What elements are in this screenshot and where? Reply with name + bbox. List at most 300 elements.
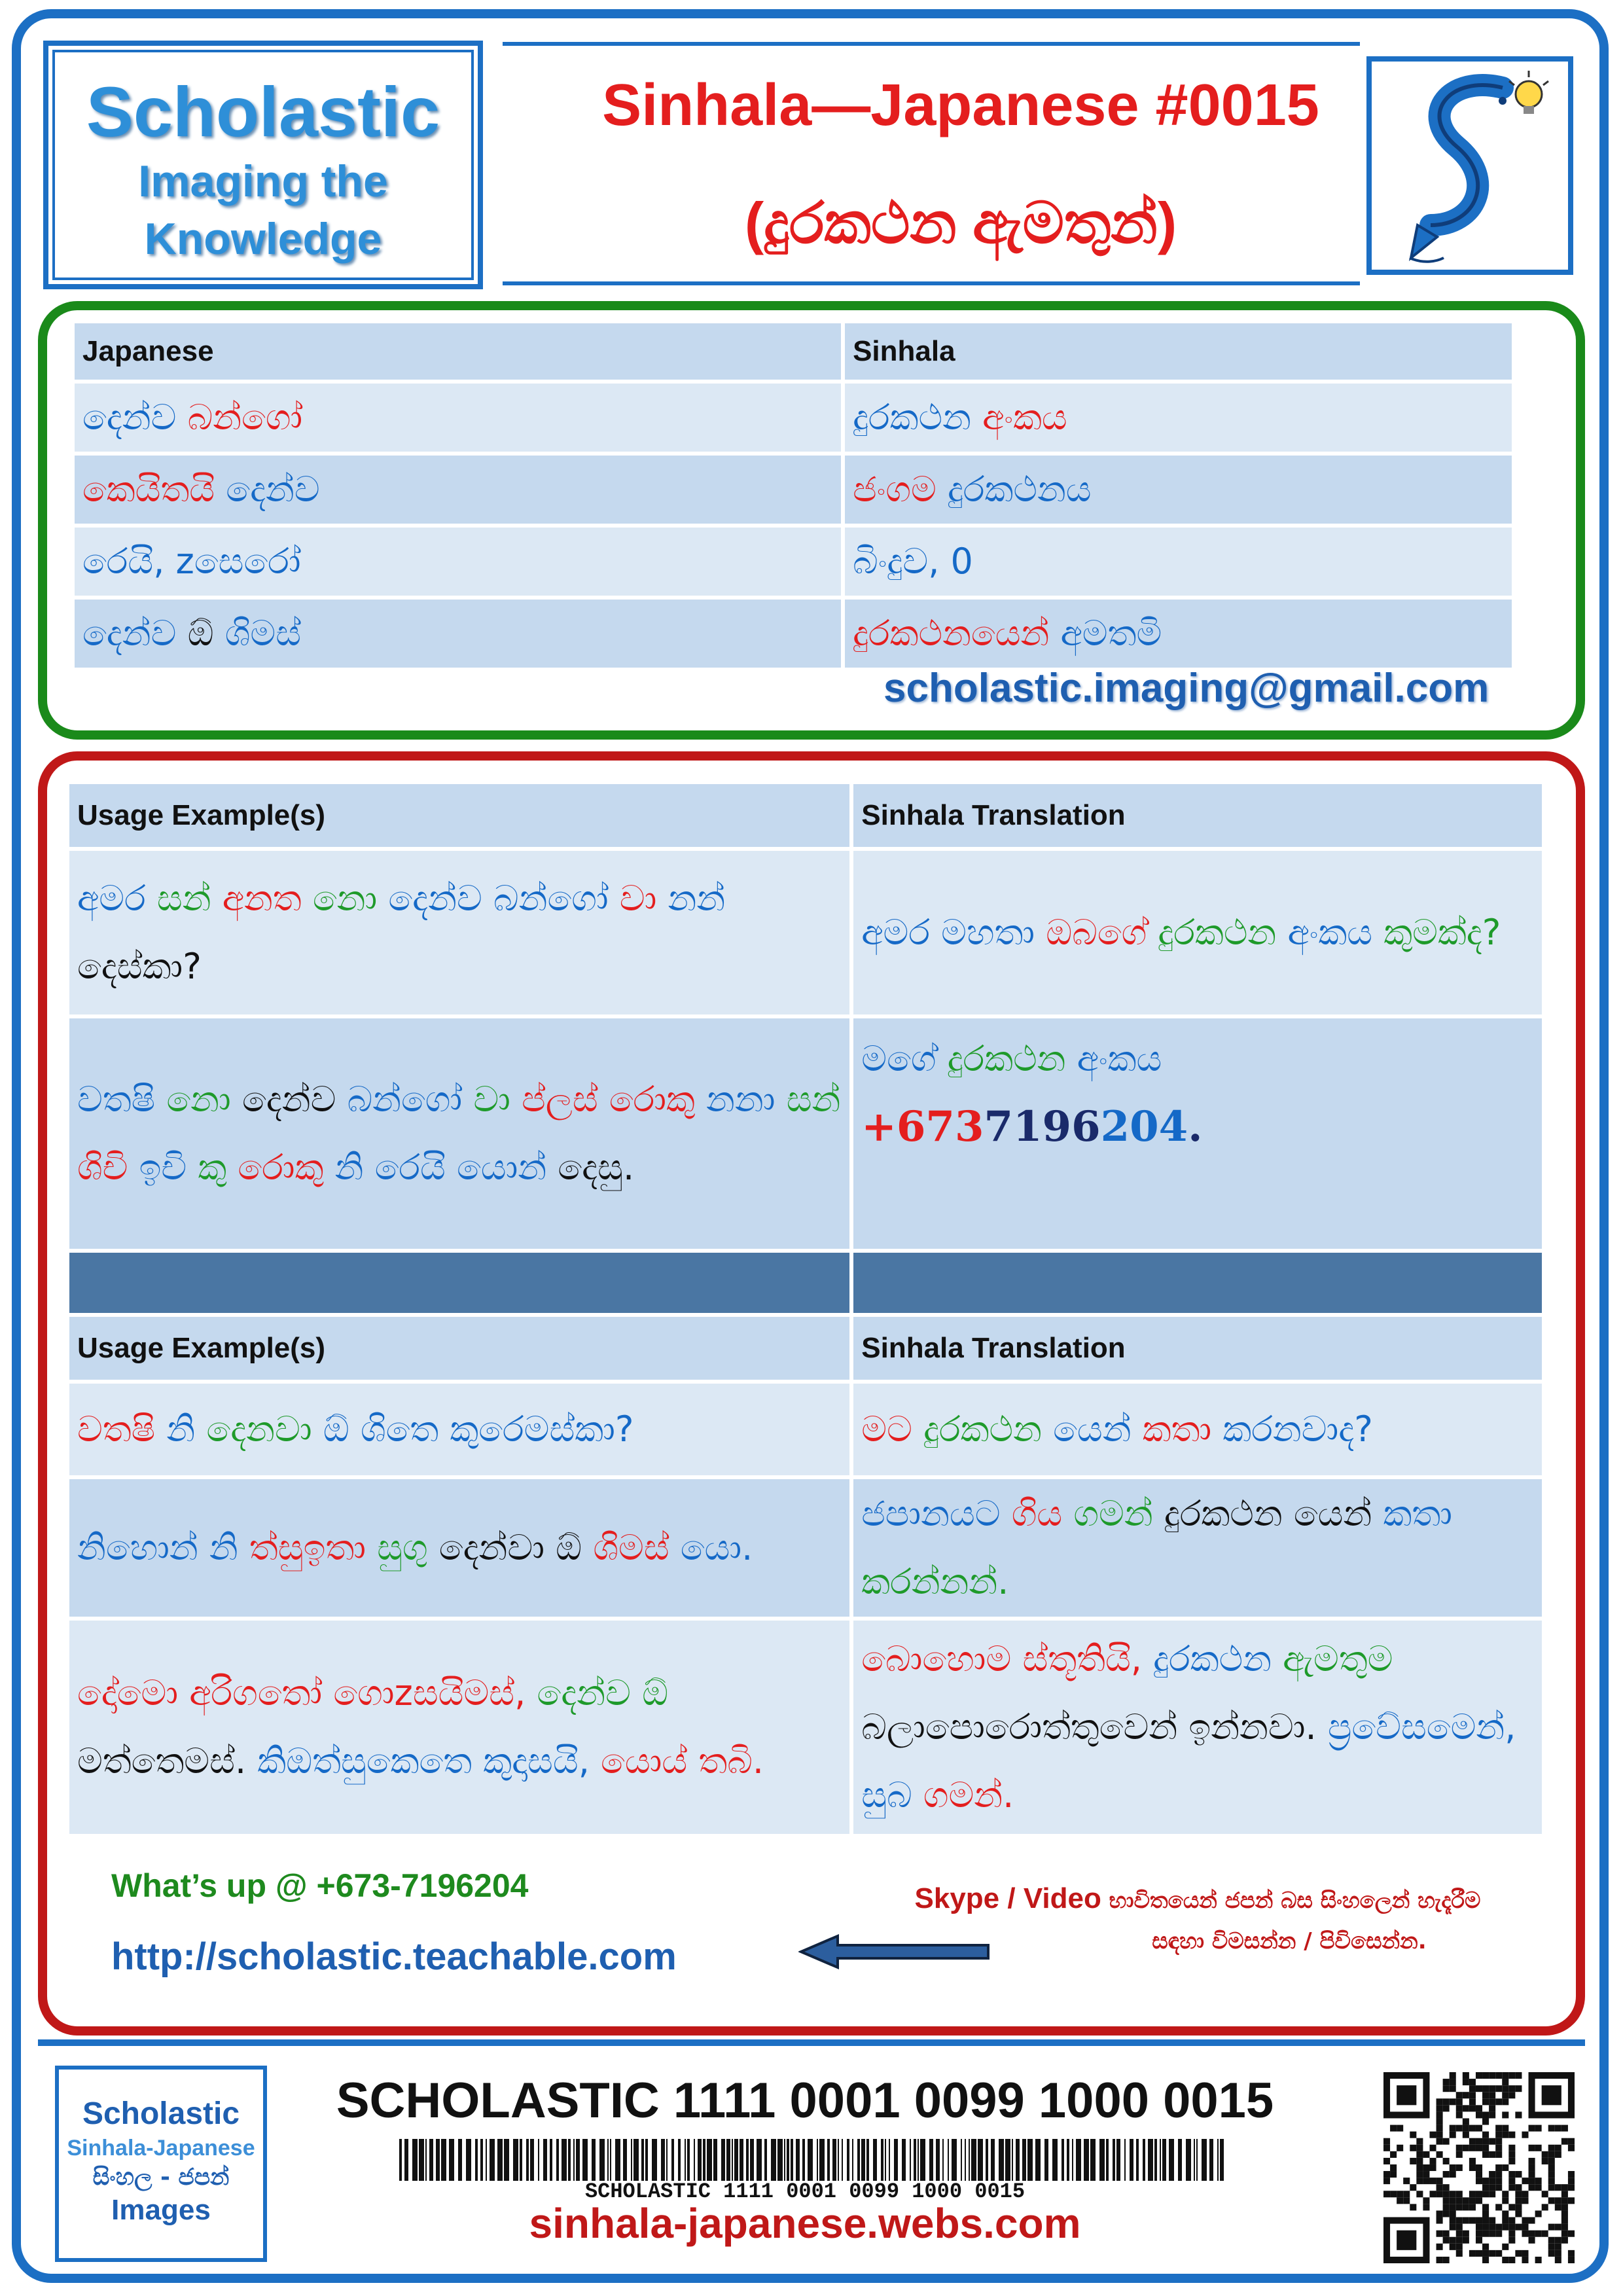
vocab-si-2 [845,456,1512,524]
barcode-bar [526,2139,529,2181]
barcode-bar [623,2139,627,2181]
qr-module [1476,2125,1482,2132]
text-run: දෙනවා [206,1408,323,1450]
text-run: ඕ [642,1672,669,1713]
qr-module [1535,2210,1542,2217]
qr-module [1450,2079,1456,2085]
text-run: කුරෙමස්කා? [450,1408,634,1450]
qr-module [1469,2158,1476,2164]
qr-module [1456,2237,1463,2244]
qr-module [1436,2184,1443,2191]
barcode-bar [889,2139,890,2181]
qr-module [1469,2138,1476,2145]
qr-module [1390,2151,1397,2158]
skype-note [831,1882,1564,1915]
qr-module [1561,2210,1568,2217]
qr-module [1463,2237,1469,2244]
text-run: වා [619,878,668,919]
qr-module [1529,2145,1535,2151]
barcode-bar [1220,2139,1224,2181]
text-run: දුරකථන [1164,1493,1294,1534]
qr-module [1416,2145,1423,2151]
separator-left [69,1253,849,1313]
brand-sub: Sinhala-Japanese [67,2136,255,2161]
usage1-jp-2 [69,1018,849,1249]
qr-module [1515,2171,1522,2178]
skype-label: Skype / Video [914,1882,1101,1914]
qr-module [1515,2210,1522,2217]
qr-module [1515,2197,1522,2204]
qr-module [1555,2204,1561,2210]
barcode-bar [576,2139,580,2181]
text-run: නි [209,1527,249,1568]
text-run: කු [198,1147,238,1188]
qr-module [1476,2217,1482,2224]
page-subtitle: (දුරකථන ඇමතුන්) [744,190,1177,255]
text-run: නො [312,878,389,919]
text-run: දුරකථන [1158,912,1288,953]
barcode-bar [969,2139,970,2181]
qr-module [1383,2171,1390,2178]
qr-module [1489,2191,1495,2197]
text-run: ප්‍රවේසමෙන්, [1327,1706,1516,1748]
qr-module [1443,2098,1450,2105]
barcode-bar [936,2139,940,2181]
qr-module [1522,2132,1528,2138]
barcode-bar [1186,2139,1191,2181]
qr-module [1495,2098,1502,2105]
qr-module [1416,2171,1423,2178]
qr-module [1436,2257,1443,2263]
qr-module [1515,2224,1522,2231]
barcode-bar [678,2139,681,2181]
barcode-bar [530,2139,534,2181]
qr-module [1436,2111,1443,2118]
qr-module [1456,2244,1463,2250]
barcode-bar [881,2139,883,2181]
qr-module [1463,2105,1469,2111]
qr-module [1502,2132,1508,2138]
qr-module [1476,2085,1482,2092]
barcode-bar [971,2139,976,2181]
teachable-link[interactable]: http://scholastic.teachable.com [111,1935,677,1978]
barcode-bar [419,2139,424,2181]
text-run: ජපානයට [861,1493,1012,1534]
qr-module [1508,2217,1515,2224]
site-url[interactable]: sinhala-japanese.webs.com [529,2200,1081,2247]
qr-module [1515,2085,1522,2092]
qr-module [1390,2164,1397,2171]
qr-module [1555,2151,1561,2158]
qr-module [1515,2111,1522,2118]
usage1-si-2 [853,1018,1542,1249]
barcode-bar [562,2139,567,2181]
barcode-bar [832,2139,836,2181]
qr-module [1522,2231,1528,2237]
barcode-bar [631,2139,632,2181]
qr-module [1456,2111,1463,2118]
barcode-bar [404,2139,408,2181]
text-run: බිංදුව, 0 [853,541,973,582]
qr-module [1548,2178,1555,2184]
qr-module [1555,2237,1561,2244]
qr-module [1469,2125,1476,2132]
logo-line2: Knowledge [144,214,382,264]
qr-module [1548,2244,1555,2250]
qr-module [1529,2171,1535,2178]
barcode-bar [1072,2139,1073,2181]
header-rule-top [503,42,1360,46]
text-run: 7196 [984,1102,1101,1151]
usage2-si-1 [853,1384,1542,1475]
barcode-bar [633,2139,639,2181]
barcode-bar [1162,2139,1166,2181]
text-run: 204 [1100,1102,1188,1151]
qr-module [1522,2224,1528,2231]
qr-module [1555,2224,1561,2231]
text-run: යොන් [457,1147,558,1188]
text-run: කිඔත්සුකෙතෙ [257,1740,484,1782]
barcode-bar [713,2139,717,2181]
qr-module [1548,2158,1555,2164]
qr-module [1535,2178,1542,2184]
qr-module [1450,2191,1456,2197]
qr-module [1489,2250,1495,2257]
qr-module [1522,2191,1528,2197]
qr-module [1456,2250,1463,2257]
qr-module [1450,2237,1456,2244]
barcode-bar [1106,2139,1109,2181]
qr-module [1397,2085,1416,2105]
qr-module [1456,2092,1463,2098]
barcode-bar [1052,2139,1058,2181]
scholastic-logo [43,41,483,289]
arrow-left-icon [798,1932,995,1971]
barcode-bar [458,2139,462,2181]
barcode-bar [827,2139,830,2181]
barcode-bar [746,2139,749,2181]
qr-module [1383,2178,1390,2184]
qr-module [1463,2118,1469,2125]
barcode-bar [861,2139,865,2181]
qr-module [1561,2237,1568,2244]
qr-module [1482,2231,1489,2237]
text-run: දෙන්ව [226,469,320,510]
barcode-bar [734,2139,738,2181]
qr-module [1489,2085,1495,2092]
text-run: සන් [156,878,223,919]
qr-module [1476,2224,1482,2231]
qr-module [1436,2244,1443,2250]
qr-module [1463,2217,1469,2224]
qr-module [1568,2178,1575,2184]
text-run: බන්ගෝ [187,397,303,438]
barcode-bar [615,2139,620,2181]
qr-module [1456,2145,1463,2151]
qr-module [1489,2217,1495,2224]
qr-module [1529,2178,1535,2184]
qr-module [1469,2191,1476,2197]
qr-module [1463,2204,1469,2210]
barcode-bar [661,2139,665,2181]
qr-module [1495,2184,1502,2191]
barcode-bar [1016,2139,1020,2181]
usage-table [65,780,1546,1838]
usage1-si-2-lead [861,1025,1534,1093]
qr-module [1555,2197,1561,2204]
text-run: ගමන්. [923,1774,1014,1816]
qr-module [1423,2151,1429,2158]
col-sinhala: Sinhala [845,323,1512,380]
vocab-si-1 [845,384,1512,452]
qr-module [1482,2184,1489,2191]
text-run: නි [166,1408,207,1450]
text-run: සන් [786,1079,841,1120]
qr-module [1443,2171,1450,2178]
qr-module [1456,2191,1463,2197]
phone-number [861,1093,1534,1161]
barcode-bar [1061,2139,1064,2181]
qr-module [1397,2191,1403,2197]
qr-module [1476,2178,1482,2184]
qr-module [1502,2164,1508,2171]
qr-module [1456,2105,1463,2111]
qr-module [1397,2145,1403,2151]
text-run: දෙන්ව [241,1079,348,1120]
brand-sinhala: සිංහල - ජපන් [92,2164,230,2191]
qr-module [1495,2132,1502,2138]
qr-module [1568,2231,1575,2237]
qr-module [1456,2224,1463,2231]
text-run: දුරකථන [947,1038,1077,1079]
barcode-bar [504,2139,509,2181]
qr-module [1535,2125,1542,2132]
barcode-bar [802,2139,805,2181]
text-run: +673 [861,1102,984,1151]
qr-module [1482,2178,1489,2184]
qr-module [1410,2158,1416,2164]
barcode-bar [685,2139,686,2181]
barcode-bar [1196,2139,1198,2181]
qr-module [1495,2164,1502,2171]
brand-images: Images [111,2194,211,2226]
qr-module [1508,2158,1515,2164]
qr-module [1383,2158,1390,2164]
usage2-si-3 [853,1621,1542,1834]
qr-code-icon [1383,2072,1575,2263]
qr-module [1443,2237,1450,2244]
qr-module [1482,2244,1489,2250]
qr-module [1456,2231,1463,2237]
text-run: ජංගම [853,469,948,510]
barcode-bar [978,2139,983,2181]
qr-module [1443,2204,1450,2210]
whatsapp-contact: What’s up @ +673-7196204 [111,1867,529,1904]
text-run: මගේ [861,1038,948,1079]
qr-module [1469,2092,1476,2098]
qr-module [1561,2224,1568,2231]
barcode-bar [1124,2139,1126,2181]
qr-module [1515,2250,1522,2257]
qr-module [1450,2125,1456,2132]
barcode-bar [480,2139,483,2181]
qr-module [1429,2164,1436,2171]
qr-module [1529,2231,1535,2237]
qr-module [1482,2132,1489,2138]
qr-module [1508,2257,1515,2263]
qr-module [1410,2184,1416,2191]
barcode-bar [1154,2139,1157,2181]
brand-title: Scholastic [82,2096,240,2131]
qr-module [1495,2151,1502,2158]
text-run: නනා [706,1079,787,1120]
qr-module [1502,2111,1508,2118]
qr-module [1489,2224,1495,2231]
qr-module [1443,2197,1450,2204]
qr-module [1542,2158,1548,2164]
qr-module [1476,2231,1482,2237]
qr-module [1403,2178,1410,2184]
barcode-bar [929,2139,933,2181]
barcode-bar [449,2139,454,2181]
barcode-bar [1099,2139,1105,2181]
qr-module [1476,2171,1482,2178]
qr-module [1555,2125,1561,2132]
qr-module [1555,2184,1561,2191]
qr-module [1456,2197,1463,2204]
skype-text-2: සඳහා විමසන්න / පිවිසෙන්න. [1152,1928,1427,1954]
barcode-bar [513,2139,518,2181]
qr-module [1436,2132,1443,2138]
barcode-bar [607,2139,609,2181]
qr-module [1561,2231,1568,2237]
qr-module [1443,2079,1450,2085]
qr-module [1495,2231,1502,2237]
text-run: කෙයිතයි [82,469,226,510]
qr-module [1568,2184,1575,2191]
qr-module [1535,2257,1542,2263]
qr-module [1450,2210,1456,2217]
barcode-bar [486,2139,487,2181]
vocab-jp-3 [75,528,841,596]
text-run: ඇමතුම [1283,1638,1393,1679]
barcode-bar [914,2139,916,2181]
qr-module [1508,2072,1515,2079]
qr-module [1463,2231,1469,2237]
qr-module [1383,2145,1390,2151]
qr-module [1390,2191,1397,2197]
text-run: ත්සුඉතා [249,1527,378,1568]
barcode-bar [948,2139,949,2181]
qr-module [1476,2191,1482,2197]
text-run: ප්ලස් [522,1079,609,1120]
barcode-bar [497,2139,503,2181]
bottom-rule [38,2039,1585,2046]
qr-module [1495,2145,1502,2151]
barcode-bar [920,2139,925,2181]
barcode-bar [721,2139,725,2181]
qr-module [1502,2191,1508,2197]
logo-title: Scholastic [86,72,440,151]
usage1-jp-1 [69,851,849,1014]
text-run: දෙන්ව [537,1672,643,1713]
qr-module [1423,2178,1429,2184]
text-run: නිහොන් [77,1527,209,1568]
qr-module [1397,2125,1403,2132]
qr-module [1436,2105,1443,2111]
text-run: රෙයි [374,1147,457,1188]
qr-module [1403,2197,1410,2204]
qr-module [1502,2072,1508,2079]
logo-line1: Imaging the [138,156,388,206]
qr-module [1495,2085,1502,2092]
qr-module [1495,2138,1502,2145]
barcode-bar [610,2139,611,2181]
text-run: ඕ [323,1408,361,1450]
qr-module [1502,2217,1508,2224]
text-run: දෙන්ව [82,397,188,438]
qr-module [1416,2164,1423,2171]
text-run: සුගු [377,1527,439,1568]
barcode-bar [475,2139,478,2181]
qr-module [1502,2257,1508,2263]
text-run: මත්තෙමස්. [77,1740,258,1782]
barcode-bar [1090,2139,1096,2181]
text-run: කුදාසයි, [483,1740,601,1782]
qr-module [1463,2072,1469,2079]
barcode-bar [1022,2139,1026,2181]
text-run: කතා [1142,1408,1223,1450]
qr-module [1476,2138,1482,2145]
qr-module [1469,2217,1476,2224]
barcode-bar [538,2139,539,2181]
barcode-icon [399,2139,1224,2181]
text-run: දුරකථන [853,397,983,438]
barcode-bar [490,2139,495,2181]
vocab-si-4 [845,600,1512,668]
qr-module [1561,2125,1568,2132]
text-run: සුබ [861,1774,923,1816]
qr-module [1397,2197,1403,2204]
qr-module [1429,2158,1436,2164]
page-title: Sinhala—Japanese #0015 [602,73,1319,138]
barcode-bar [698,2139,702,2181]
qr-module [1436,2217,1443,2224]
qr-module [1443,2184,1450,2191]
barcode-bar [703,2139,705,2181]
qr-module [1502,2210,1508,2217]
qr-module [1489,2111,1495,2118]
qr-module [1548,2164,1555,2171]
barcode-bar [543,2139,547,2181]
qr-module [1495,2224,1502,2231]
qr-module [1436,2118,1443,2125]
barcode-bar [885,2139,886,2181]
barcode-bar [777,2139,783,2181]
qr-module [1529,2158,1535,2164]
text-run: අමර [861,912,942,953]
barcode-bar [1136,2139,1139,2181]
text-run: කරන්නන්. [861,1561,1009,1602]
qr-module [1495,2072,1502,2079]
barcode-bar [573,2139,575,2181]
qr-module [1423,2197,1429,2204]
qr-module [1502,2125,1508,2132]
text-run: රොකු [609,1079,707,1120]
usage2-si-2 [853,1479,1542,1617]
email-link[interactable]: scholastic.imaging@gmail.com [883,666,1489,711]
qr-module [1555,2257,1561,2263]
